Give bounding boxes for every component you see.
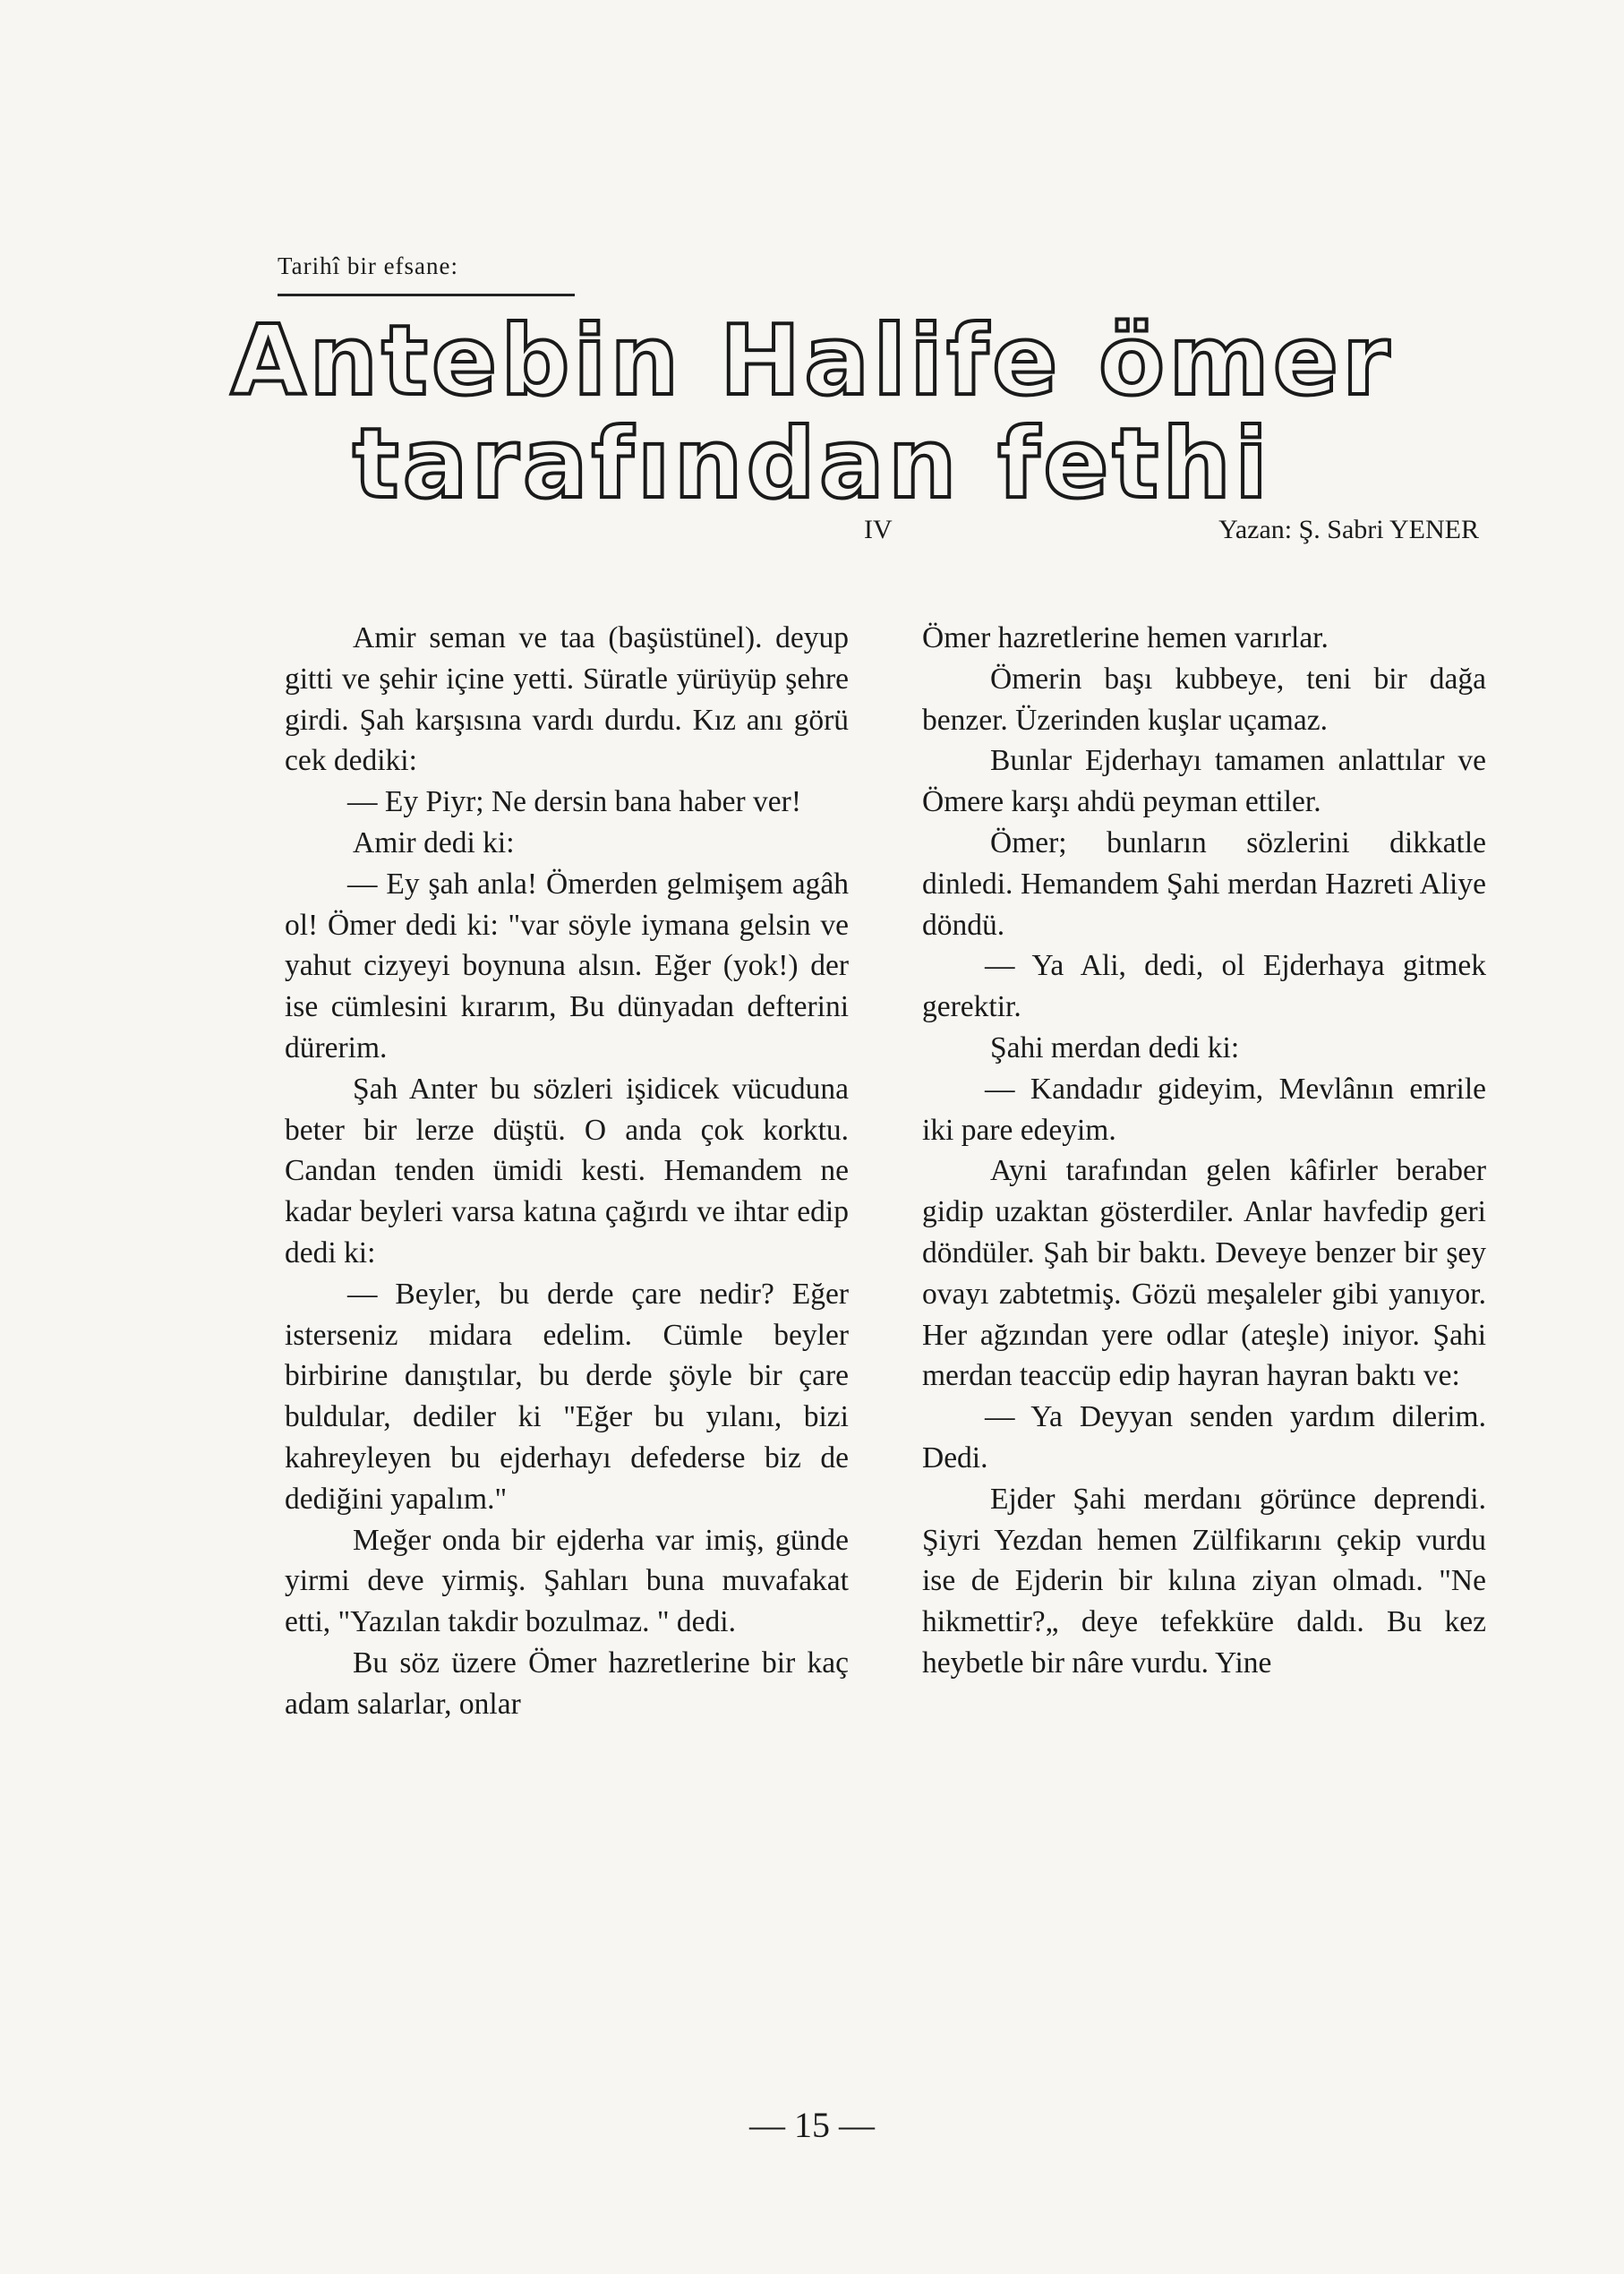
- paragraph: — Ya Ali, dedi, ol Ejderhaya gitmek gerektir.: [922, 949, 1486, 1024]
- kicker: Tarihî bir efsane:: [278, 252, 459, 279]
- paragraph: Bu söz üzere Ömer hazretlerine bir kaç adam salarlar, onlar: [285, 1646, 849, 1721]
- byline: Yazan: Ş. Sabri YENER: [1218, 515, 1479, 544]
- paragraph: Ömerin başı kubbeye, teni bir dağa benzer. Üzerinden kuşlar uçamaz.: [922, 662, 1486, 737]
- kicker-rule: [278, 294, 575, 296]
- paragraph: Amir dedi ki:: [353, 825, 515, 859]
- part-number: IV: [864, 515, 893, 544]
- title-line-1: Antebin Halife ömer: [230, 305, 1394, 417]
- paragraph: — Ey şah anla! Ömerden gelmişem agâh ol! Ömer dedi ki: "var söyle iymana gelsin ve yahut cizyeyi boynuna alsın. Eğer (yok!) der ise cümlesini kırarım, Bu dünyadan defterini dürerim.: [285, 867, 849, 1064]
- title-line-2: tarafından fethi: [353, 408, 1271, 520]
- paragraph: — Ey Piyr; Ne dersin bana haber ver!: [347, 785, 801, 819]
- paragraph: Ömer; bunların sözlerini dikkatle dinledi. Hemandem Şahi merdan Hazreti Aliye döndü.: [922, 825, 1486, 942]
- paragraph: — Beyler, bu derde çare nedir? Eğer isterseniz midara edelim. Cümle beyler birbirine danıştılar, bu derde şöyle bir çare buldular, dediler ki "Eğer bu yılanı, bizi kahreyleyen bu ejderhayı defederse biz de dediğini yapalım.": [285, 1277, 849, 1516]
- paragraph: Ömer hazretlerine hemen varırlar.: [922, 621, 1329, 654]
- left-column: [285, 618, 849, 1725]
- paragraph: — Kandadır gideyim, Mevlânın emrile iki pare edeyim.: [922, 1072, 1486, 1147]
- paragraph: Amir seman ve taa (başüstünel). deyup gitti ve şehir içine yetti. Süratle yürüyüp şehre girdi. Şah karşısına vardı durdu. Kız anı görü cek dediki:: [285, 621, 849, 778]
- paragraph: Ayni tarafından gelen kâfirler beraber gidip uzaktan gösterdiler. Anlar havfedip geri döndüler. Şah bir baktı. Deveye benzer bir şey ovayı zabtetmiş. Gözü meşaleler gibi yanıyor. Her ağzından yere odlar (ateşle) iniyor. Şahi merdan teaccüp edip hayran hayran baktı ve:: [922, 1154, 1486, 1393]
- paragraph: Şah Anter bu sözleri işidicek vücuduna beter bir lerze düştü. O anda çok korktu. Candan tenden ümidi kesti. Hemandem ne kadar beyleri varsa katına çağırdı ve ihtar edip dedi ki:: [285, 1072, 849, 1270]
- page-number: — 15 —: [749, 2105, 875, 2145]
- paragraph: Bunlar Ejderhayı tamamen anlattılar ve Ömere karşı ahdü peyman ettiler.: [922, 744, 1486, 819]
- paragraph: Şahi merdan dedi ki:: [990, 1030, 1240, 1064]
- paragraph: — Ya Deyyan senden yardım dilerim. Dedi.: [922, 1400, 1486, 1475]
- right-column: [922, 618, 1486, 1684]
- paragraph: Meğer onda bir ejderha var imiş, günde yirmi deve yirmiş. Şahları buna muvafakat etti, "Yazılan takdir bozulmaz. " dedi.: [285, 1523, 849, 1639]
- paragraph: Ejder Şahi merdanı görünce deprendi. Şiyri Yezdan hemen Zülfikarını çekip vurdu ise de Ejderin bir kılına ziyan olmadı. "Ne hikmettir?„ deye tefekküre daldı. Bu kez heybetle bir nâre vurdu. Yine: [922, 1482, 1486, 1680]
